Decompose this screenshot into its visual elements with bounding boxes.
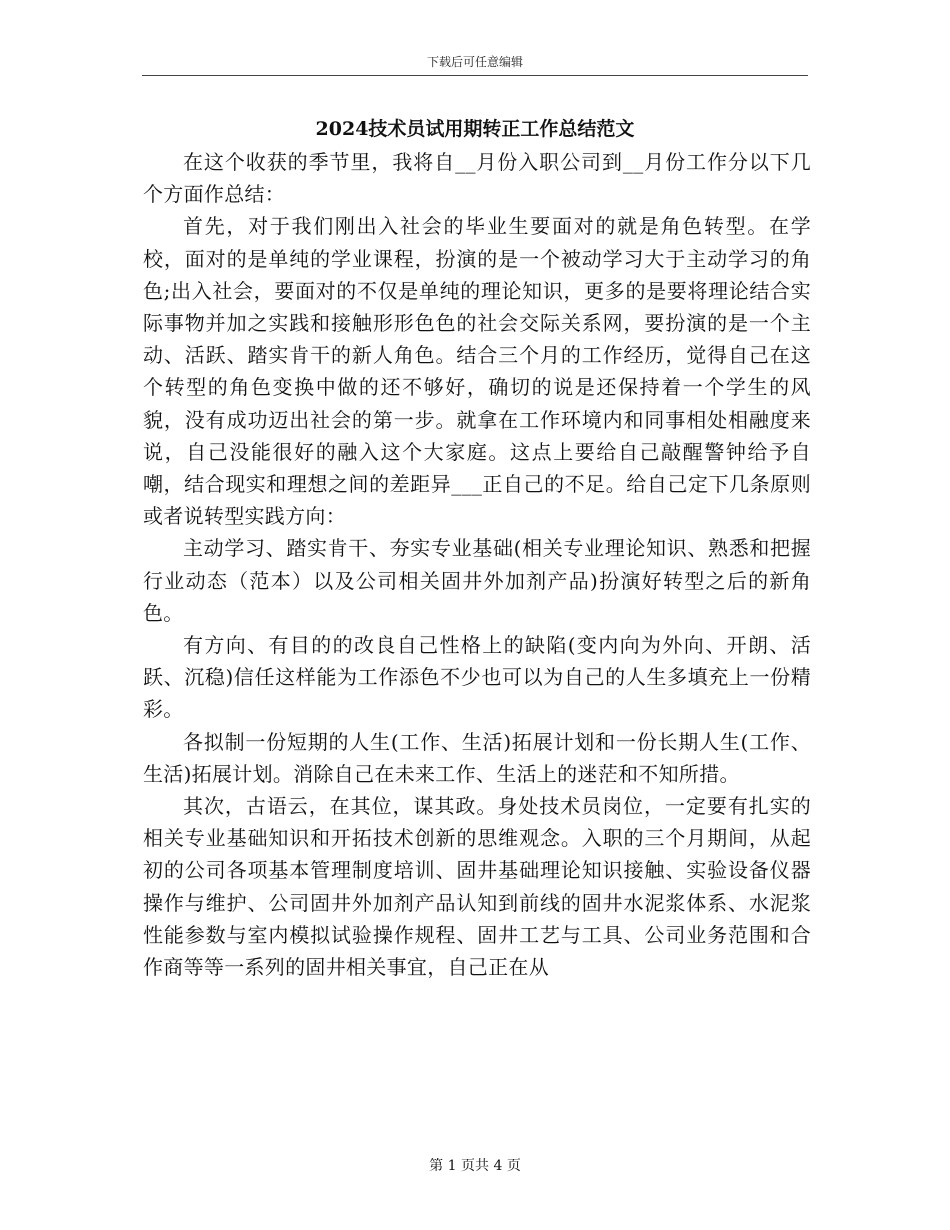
paragraph: 在这个收获的季节里，我将自__月份入职公司到__月份工作分以下几个方面作总结： (143, 150, 811, 207)
paragraph: 其次，古语云，在其位，谋其政。身处技术员岗位，一定要有扎实的相关专业基础知识和开拓技术创新的思维观念。入职的三个月期间，从起初的公司各项基本管理制度培训、固井基础理论知识接触、实验设备仪器操作与维护、公司固井外加剂产品认知到前线的固井水泥浆体系、水泥浆性能参数与室内模拟试验操作规程、固井工艺与工具、公司业务范围和合作商等等一系列的固井相关事宜，自己正在从 (143, 794, 811, 980)
header-note: 下载后可任意编辑 (426, 55, 523, 69)
paragraph: 有方向、有目的的改良自己性格上的缺陷(变内向为外向、开朗、活跃、沉稳)信任这样能为工作添色不少也可以为自己的人生多填充上一份精彩。 (143, 633, 811, 722)
page-total: 4 (493, 1158, 503, 1174)
paragraph: 主动学习、踏实肯干、夯实专业基础(相关专业理论知识、熟悉和把握行业动态（范本）以及公司相关固井外加剂产品)扮演好转型之后的新角色。 (143, 536, 811, 625)
document-body (143, 146, 811, 983)
footer-prefix: 第 (429, 1158, 444, 1174)
document-title: 2024技术员试用期转正工作总结范文 (315, 118, 635, 140)
header-divider (142, 75, 808, 76)
page-number: 1 (447, 1158, 457, 1174)
footer-suffix: 页 (506, 1158, 521, 1174)
page-footer (0, 1157, 950, 1175)
paragraph: 各拟制一份短期的人生(工作、生活)拓展计划和一份长期人生(工作、生活)拓展计划。消除自己在未来工作、生活上的迷茫和不知所措。 (143, 729, 811, 786)
footer-middle: 页共 (461, 1158, 489, 1174)
paragraph: 首先，对于我们刚出入社会的毕业生要面对的就是角色转型。在学校，面对的是单纯的学业课程，扮演的是一个被动学习大于主动学习的角色;出入社会，要面对的不仅是单纯的理论知识，更多的是要将理论结合实际事物并加之实践和接触形形色色的社会交际关系网，要扮演的是一个主动、活跃、踏实肯干的新人角色。结合三个月的工作经历，觉得自己在这个转型的角色变换中做的还不够好，确切的说是还保持着一个学生的风貌，没有成功迈出社会的第一步。就拿在工作环境内和同事相处相融度来说，自己没能很好的融入这个大家庭。这点上要给自己敲醒警钟给予自嘲，结合现实和理想之间的差距异___正自己的不足。给自己定下几条原则或者说转型实践方向： (143, 214, 811, 529)
